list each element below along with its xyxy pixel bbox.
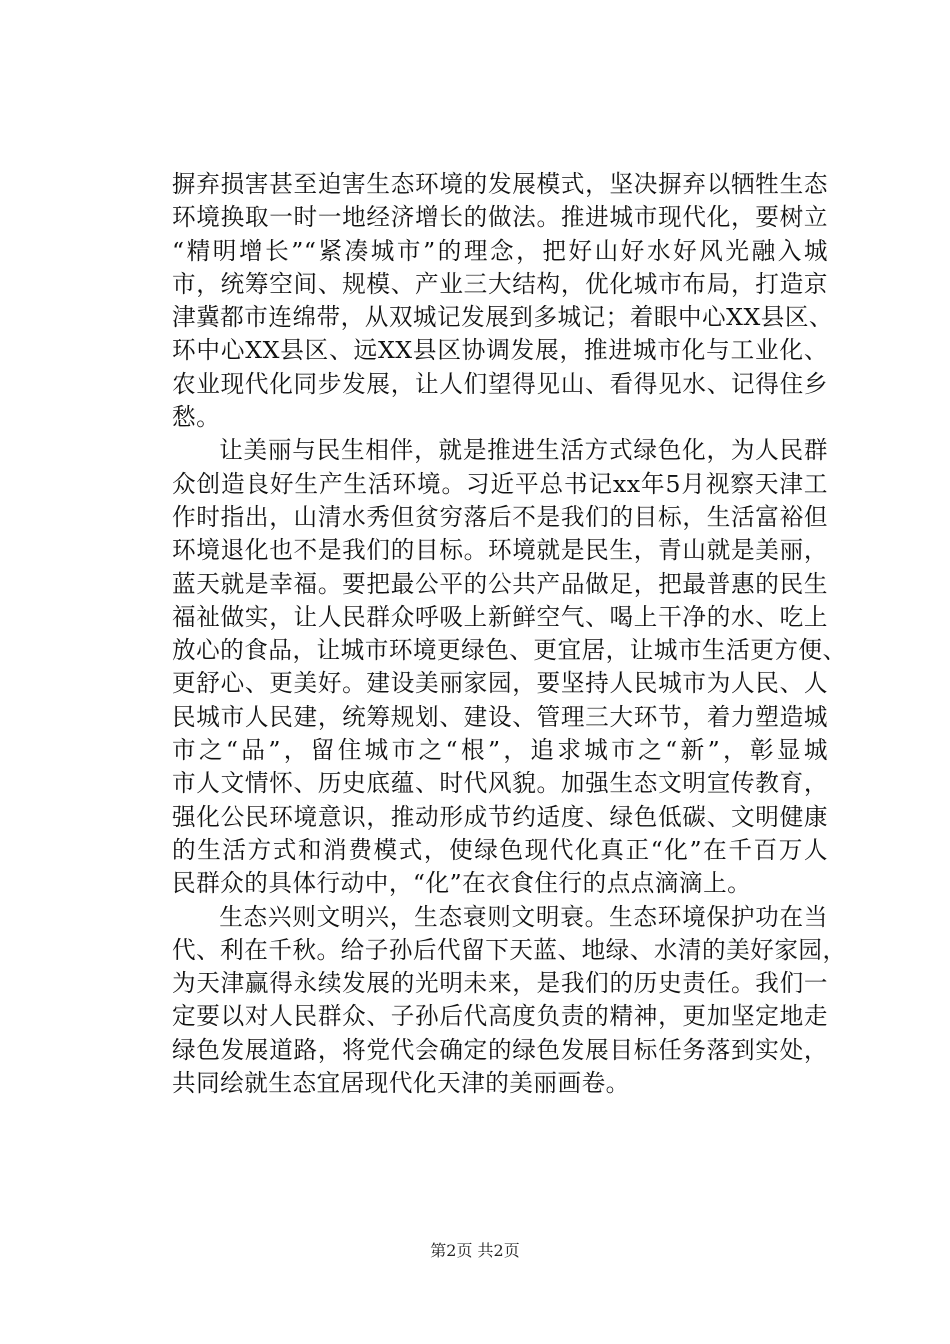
paragraph-1 bbox=[172, 168, 834, 434]
text-line: 作时指出，山清水秀但贫穷落后不是我们的目标，生活富裕但 bbox=[172, 502, 828, 531]
text-line: 的生活方式和消费模式，使绿色现代化真正“化”在千百万人 bbox=[172, 835, 828, 864]
text-line: 市人文情怀、历史底蕴、时代风貌。加强生态文明宣传教育， bbox=[172, 769, 828, 798]
paragraph-2 bbox=[172, 434, 847, 900]
text-line: 让美丽与民生相伴，就是推进生活方式绿色化，为人民群 bbox=[219, 436, 828, 465]
text-line: 更舒心、更美好。建设美丽家园，要坚持人民城市为人民、人 bbox=[172, 669, 828, 698]
text-line: 环中心XX县区、远XX县区协调发展，推进城市化与工业化、 bbox=[172, 336, 828, 365]
text-line: 绿色发展道路，将党代会确定的绿色发展目标任务落到实处， bbox=[172, 1035, 828, 1064]
text-line: 众创造良好生产生活环境。习近平总书记xx年5月视察天津工 bbox=[172, 469, 828, 498]
text-line: 共同绘就生态宜居现代化天津的美丽画卷。 bbox=[172, 1069, 630, 1098]
text-line: “精明增长”“紧凑城市”的理念，把好山好水好风光融入城 bbox=[172, 236, 828, 265]
paragraph-3 bbox=[172, 901, 847, 1101]
text-line: 放心的食品，让城市环境更绿色、更宜居，让城市生活更方便、 bbox=[172, 636, 847, 665]
text-line: 市，统筹空间、规模、产业三大结构，优化城市布局，打造京 bbox=[172, 269, 828, 298]
text-line: 蓝天就是幸福。要把最公平的公共产品做足，把最普惠的民生 bbox=[172, 569, 828, 598]
text-line: 愁。 bbox=[172, 403, 221, 432]
text-line: 民群众的具体行动中，“化”在衣食住行的点点滴滴上。 bbox=[172, 869, 752, 898]
text-line: 代、利在千秋。给子孙后代留下天蓝、地绿、水清的美好家园， bbox=[172, 935, 847, 964]
text-line: 为天津赢得永续发展的光明未来，是我们的历史责任。我们一 bbox=[172, 969, 828, 998]
text-line: 环境换取一时一地经济增长的做法。推进城市现代化，要树立 bbox=[172, 203, 828, 232]
text-line: 农业现代化同步发展，让人们望得见山、看得见水、记得住乡 bbox=[172, 369, 828, 398]
text-line: 摒弃损害甚至迫害生态环境的发展模式，坚决摒弃以牺牲生态 bbox=[172, 170, 828, 198]
page-number-footer: 第2页 共2页 bbox=[430, 1241, 520, 1260]
text-line: 市之“品”，留住城市之“根”，追求城市之“新”，彰显城 bbox=[172, 736, 828, 765]
text-line: 津冀都市连绵带，从双城记发展到多城记；着眼中心XX县区、 bbox=[172, 303, 834, 332]
text-line: 福祉做实，让人民群众呼吸上新鲜空气、喝上干净的水、吃上 bbox=[172, 602, 828, 631]
text-line: 强化公民环境意识，推动形成节约适度、绿色低碳、文明健康 bbox=[172, 802, 828, 831]
text-line: 民城市人民建，统筹规划、建设、管理三大环节，着力塑造城 bbox=[172, 702, 828, 731]
text-line: 环境退化也不是我们的目标。环境就是民生，青山就是美丽， bbox=[172, 536, 828, 565]
document-body bbox=[172, 168, 847, 1100]
text-line: 定要以对人民群众、子孙后代高度负责的精神，更加坚定地走 bbox=[172, 1002, 828, 1031]
text-line: 生态兴则文明兴，生态衰则文明衰。生态环境保护功在当 bbox=[219, 902, 828, 931]
